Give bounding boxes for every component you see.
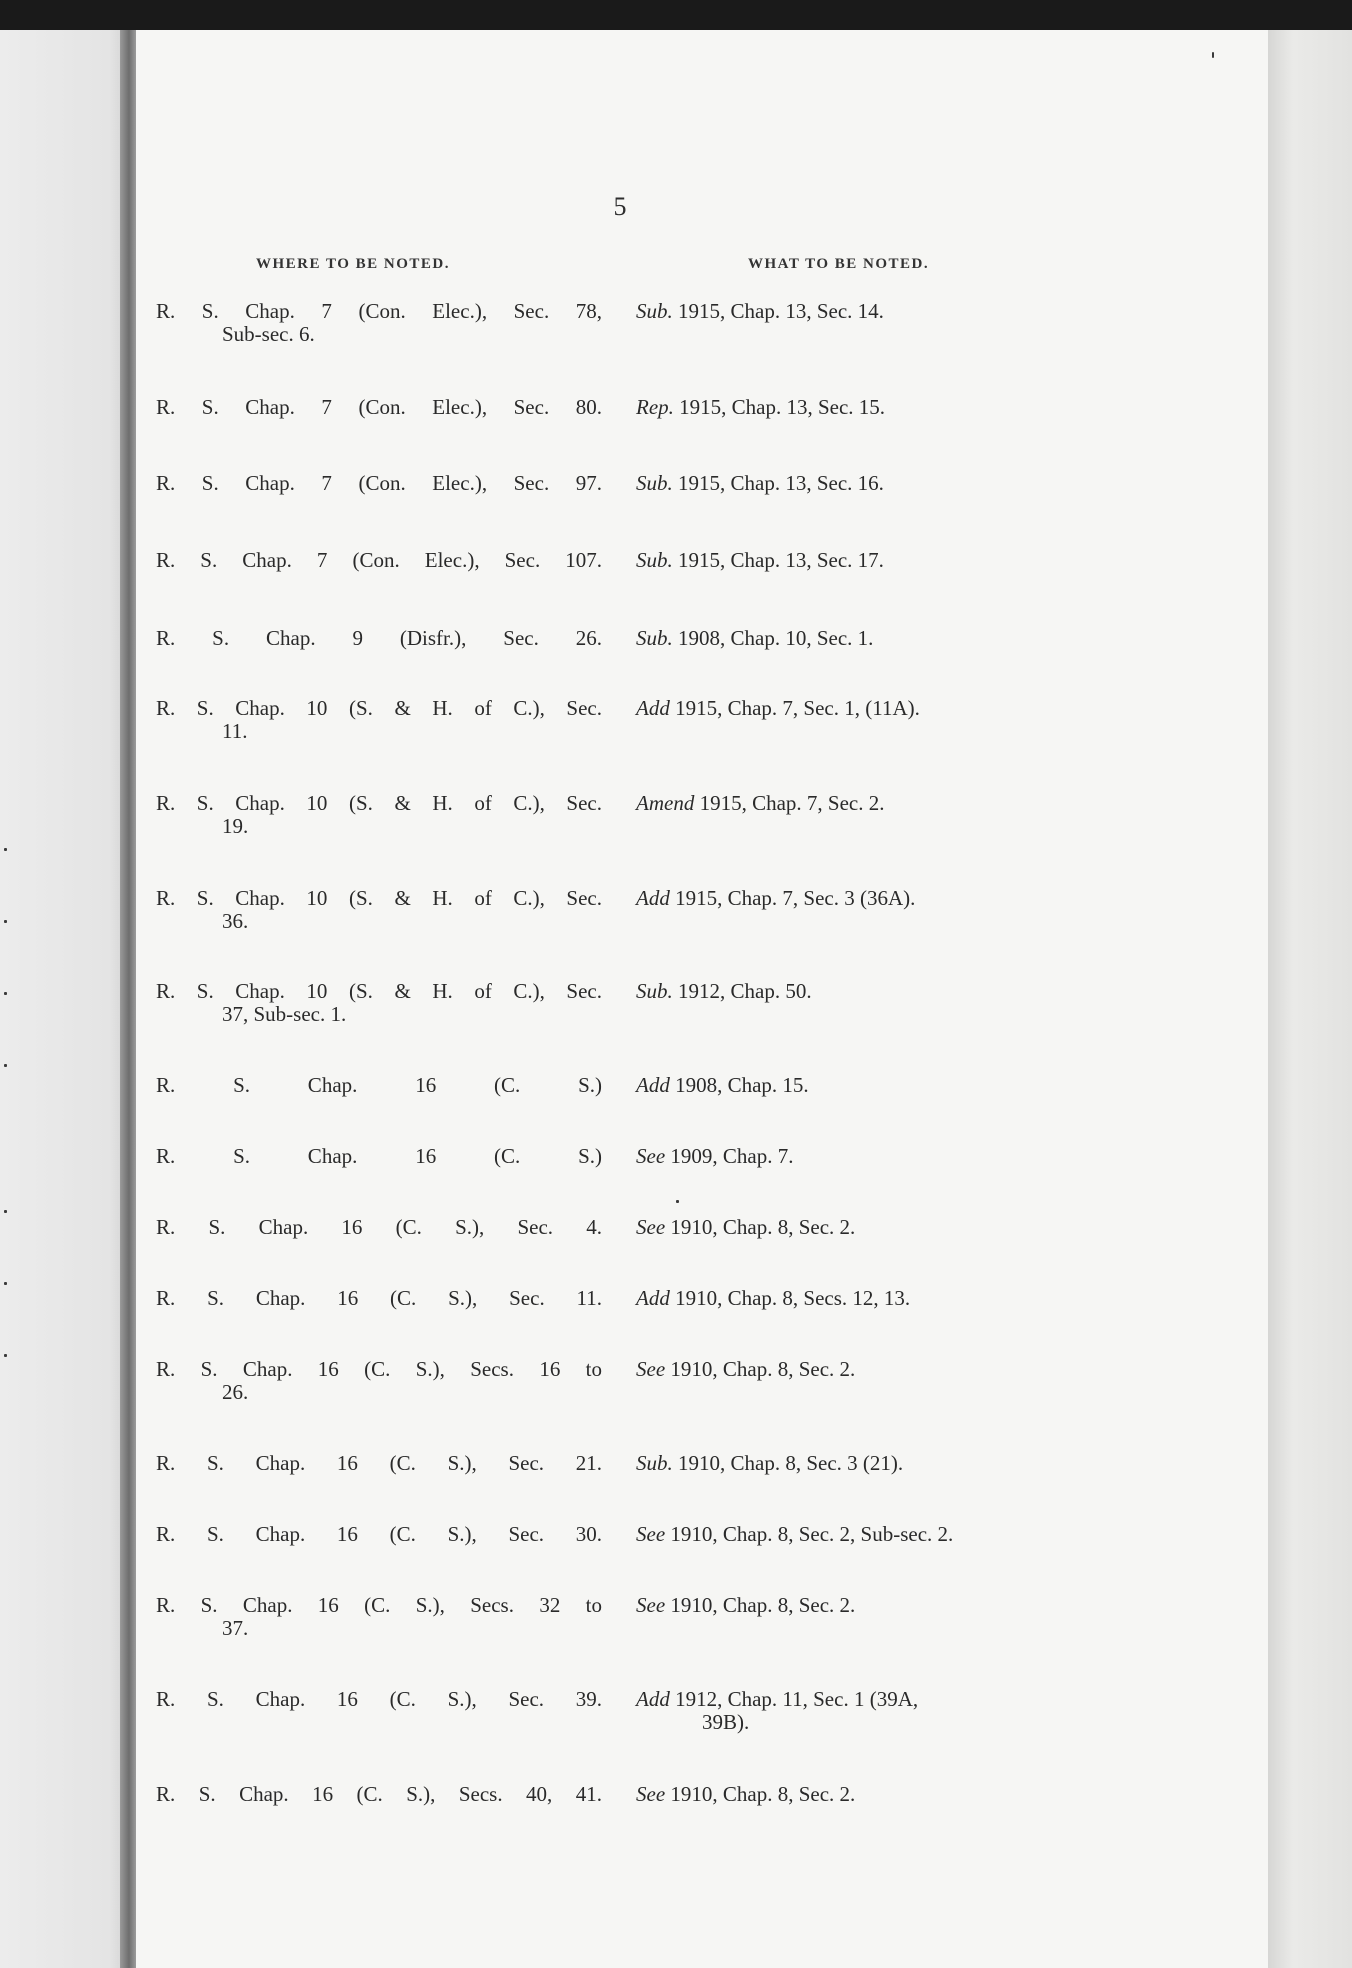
where-cell	[156, 396, 602, 419]
what-line: 1910, Chap. 8, Sec. 3 (21).	[672, 1451, 904, 1475]
what-line: 1912, Chap. 50.	[672, 979, 812, 1003]
where-cell	[156, 1145, 602, 1168]
where-line-continued: 37.	[222, 1616, 249, 1640]
where-line: R. S. Chap. 7 (Con. Elec.), Sec. 80.	[156, 395, 602, 419]
action-verb: Sub.	[636, 626, 673, 650]
what-line: 1910, Chap. 8, Sec. 2.	[665, 1593, 856, 1617]
action-verb: See	[636, 1144, 666, 1168]
what-line: 1915, Chap. 7, Sec. 3 (36A).	[669, 886, 916, 910]
what-cell	[636, 887, 1096, 910]
what-cell	[636, 549, 1096, 572]
action-verb: Sub.	[636, 979, 673, 1003]
where-line: R. S. Chap. 16 (C. S.), Sec. 4.	[156, 1215, 602, 1239]
what-line: 1915, Chap. 7, Sec. 2.	[694, 791, 885, 815]
action-verb: Sub.	[636, 471, 673, 495]
where-line: R. S. Chap. 16 (C. S.)	[156, 1073, 602, 1097]
what-line: 1910, Chap. 8, Sec. 2, Sub-sec. 2.	[665, 1522, 954, 1546]
action-verb: Add	[636, 886, 670, 910]
where-line: R. S. Chap. 10 (S. & H. of C.), Sec.	[156, 791, 602, 815]
what-line: 1910, Chap. 8, Sec. 2.	[665, 1357, 856, 1381]
where-line: R. S. Chap. 16 (C. S.), Sec. 21.	[156, 1451, 602, 1475]
what-column-header: WHAT TO BE NOTED.	[748, 256, 930, 272]
action-verb: Add	[636, 1286, 670, 1310]
action-verb: Sub.	[636, 1451, 673, 1475]
where-line-continued: Sub-sec. 6.	[222, 322, 315, 346]
what-cell	[636, 300, 1096, 323]
what-line: 1909, Chap. 7.	[665, 1144, 794, 1168]
what-line: 1908, Chap. 10, Sec. 1.	[672, 626, 874, 650]
what-cell	[636, 1287, 1096, 1310]
where-line: R. S. Chap. 16 (C. S.), Secs. 16 to	[156, 1357, 602, 1381]
what-line: 1910, Chap. 8, Sec. 2.	[665, 1215, 856, 1239]
what-line: 1915, Chap. 13, Sec. 17.	[672, 548, 884, 572]
where-cell	[156, 1074, 602, 1097]
what-cell	[636, 1358, 1096, 1381]
where-cell	[156, 1452, 602, 1475]
where-cell	[156, 300, 602, 346]
action-verb: Add	[636, 696, 670, 720]
what-cell	[636, 1452, 1096, 1475]
where-line: R. S. Chap. 16 (C. S.), Sec. 30.	[156, 1522, 602, 1546]
action-verb: Amend	[636, 791, 695, 815]
action-verb: See	[636, 1522, 666, 1546]
page-number: 5	[613, 192, 627, 221]
what-cell	[636, 396, 1096, 419]
where-cell	[156, 1287, 602, 1310]
where-cell	[156, 472, 602, 495]
where-cell	[156, 697, 602, 743]
where-line: R. S. Chap. 9 (Disfr.), Sec. 26.	[156, 626, 602, 650]
where-cell	[156, 549, 602, 572]
where-line-continued: 11.	[222, 719, 248, 743]
what-line: 1915, Chap. 7, Sec. 1, (11A).	[669, 696, 920, 720]
where-line: R. S. Chap. 10 (S. & H. of C.), Sec.	[156, 886, 602, 910]
what-line-continued: 39B).	[702, 1710, 750, 1734]
action-verb: Add	[636, 1073, 670, 1097]
what-cell	[636, 697, 1096, 720]
action-verb: See	[636, 1215, 666, 1239]
what-cell	[636, 1688, 1096, 1734]
what-line: 1915, Chap. 13, Sec. 16.	[672, 471, 884, 495]
what-cell	[636, 1145, 1096, 1168]
what-cell	[636, 980, 1096, 1003]
what-line: 1915, Chap. 13, Sec. 15.	[673, 395, 886, 419]
where-line-continued: 37, Sub-sec. 1.	[222, 1002, 347, 1026]
what-line: 1915, Chap. 13, Sec. 14.	[672, 299, 884, 323]
what-cell	[636, 1594, 1096, 1617]
where-cell	[156, 887, 602, 933]
what-cell	[636, 472, 1096, 495]
where-cell	[156, 1216, 602, 1239]
what-cell	[636, 1216, 1096, 1239]
where-line: R. S. Chap. 7 (Con. Elec.), Sec. 107.	[156, 548, 602, 572]
what-line: 1908, Chap. 15.	[669, 1073, 809, 1097]
where-line: R. S. Chap. 10 (S. & H. of C.), Sec.	[156, 979, 602, 1003]
where-line: R. S. Chap. 7 (Con. Elec.), Sec. 97.	[156, 471, 602, 495]
where-cell	[156, 1688, 602, 1711]
where-line: R. S. Chap. 16 (C. S.), Secs. 32 to	[156, 1593, 602, 1617]
what-cell	[636, 1783, 1096, 1806]
where-line: R. S. Chap. 16 (C. S.), Secs. 40, 41.	[156, 1782, 602, 1806]
where-line: R. S. Chap. 16 (C. S.)	[156, 1144, 602, 1168]
where-line: R. S. Chap. 16 (C. S.), Sec. 11.	[156, 1286, 602, 1310]
where-cell	[156, 1523, 602, 1546]
where-column-header: WHERE TO BE NOTED.	[256, 256, 450, 272]
where-line-continued: 19.	[222, 814, 249, 838]
what-cell	[636, 792, 1096, 815]
where-line-continued: 26.	[222, 1380, 249, 1404]
action-verb: Sub.	[636, 548, 673, 572]
action-verb: See	[636, 1593, 666, 1617]
where-cell	[156, 792, 602, 838]
action-verb: Add	[636, 1687, 670, 1711]
where-cell	[156, 627, 602, 650]
where-line: R. S. Chap. 7 (Con. Elec.), Sec. 78,	[156, 299, 602, 323]
where-cell	[156, 1594, 602, 1640]
what-line: 1910, Chap. 8, Sec. 2.	[665, 1782, 856, 1806]
what-line: 1912, Chap. 11, Sec. 1 (39A,	[669, 1687, 919, 1711]
what-cell	[636, 627, 1096, 650]
what-line: 1910, Chap. 8, Secs. 12, 13.	[669, 1286, 911, 1310]
action-verb: See	[636, 1357, 666, 1381]
where-cell	[156, 980, 602, 1026]
action-verb: Rep.	[636, 395, 674, 419]
where-line: R. S. Chap. 16 (C. S.), Sec. 39.	[156, 1687, 602, 1711]
what-cell	[636, 1523, 1096, 1546]
where-line-continued: 36.	[222, 909, 249, 933]
action-verb: Sub.	[636, 299, 673, 323]
where-cell	[156, 1358, 602, 1404]
where-cell	[156, 1783, 602, 1806]
what-cell	[636, 1074, 1096, 1097]
where-line: R. S. Chap. 10 (S. & H. of C.), Sec.	[156, 696, 602, 720]
action-verb: See	[636, 1782, 666, 1806]
